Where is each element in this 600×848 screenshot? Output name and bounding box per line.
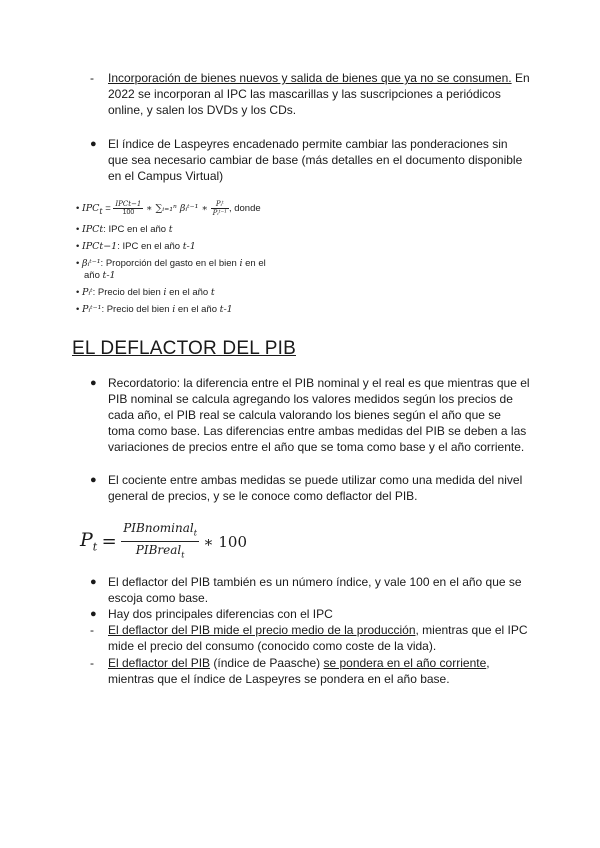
fraction: $\frac{\text{Pᵢᵗ}}{\text{Pᵢᵗ⁻¹}}$	[212, 200, 227, 217]
list-item	[90, 574, 530, 606]
bullet-marker: ●	[90, 138, 97, 150]
list-item	[90, 70, 530, 118]
underlined-text: se pondera en el año corriente	[323, 656, 487, 670]
bullet-marker: ●	[90, 474, 97, 486]
paragraph-text: El deflactor del PIB también es un número índice, y vale 100 en el año que se escoja como base.	[108, 575, 522, 605]
dash-marker: -	[90, 71, 94, 85]
formula-line: • $IPC_t$ = $\frac{\text{IPCt−1}}{100}$ ∗ ∑ᵢ₌₁ⁿ βᵢᵗ⁻¹ ∗ $\frac{\text{Pᵢᵗ}}{\text{Pᵢᵗ⁻¹}}$ , donde	[76, 200, 261, 217]
section-heading: EL DEFLACTOR DEL PIB	[72, 338, 296, 359]
bullet-marker: ●	[90, 377, 97, 389]
formula-definition: • IPCt: IPC en el año t	[76, 224, 173, 235]
list-item	[90, 375, 530, 455]
paragraph-text: En 2022 se incorporan al IPC las mascarillas y las suscripciones a periódicos online, y salen los DVDs y los CDs.	[108, 71, 530, 117]
underlined-text: El deflactor del PIB mide el precio medio de la producción	[108, 623, 416, 637]
list-item	[90, 136, 530, 184]
paragraph-text: Hay dos principales diferencias con el IPC	[108, 607, 333, 621]
list-item: - El deflactor del PIB (índice de Paasche) se pondera en el año corriente, mientras que el índice de Laspeyres se pondera en el año base.	[90, 656, 490, 686]
formula-definition-continued: año t-1	[84, 270, 116, 281]
paragraph-text: Recordatorio: la diferencia entre el PIB nominal y el real es que mientras que el PIB nominal se calcula agregando los valores medidos según los precios de cada año, el PIB real se calcula valorando los bienes según el año que se toma como base. Las diferencias entre ambas medidas del PIB se deben a las variaciones de precios entre el año que se toma como base y el año corriente.	[108, 376, 530, 454]
dash-marker: -	[90, 656, 94, 670]
dash-marker: -	[90, 623, 94, 637]
bullet-marker: ●	[90, 576, 97, 588]
underlined-text: Incorporación de bienes nuevos y salida de bienes que ya no se consumen.	[108, 71, 512, 85]
fraction: $\frac{PIBnominal_t}{PIBreal_t}$	[123, 521, 197, 560]
formula-definition: • IPCt−1: IPC en el año t-1	[76, 241, 196, 252]
formula-definition: • βᵢᵗ⁻¹: Proporción del gasto en el bien i en el	[76, 258, 266, 269]
fraction: $\frac{\text{IPCt−1}}{100}$	[115, 200, 142, 216]
list-item	[90, 472, 530, 504]
underlined-text: El deflactor del PIB	[108, 656, 211, 670]
bullet-marker: ●	[90, 608, 97, 620]
paragraph-text: El índice de Laspeyres encadenado permite cambiar las ponderaciones sin que sea necesario cambiar de base (más detalles en el documento disponible en el Campus Virtual)	[108, 137, 523, 183]
formula-definition: • Pᵢᵗ: Precio del bien i en el año t	[76, 287, 215, 298]
list-item: - El deflactor del PIB mide el precio medio de la producción, mientras que el IPC mide el precio del consumo (conocido como coste de la vida).	[90, 623, 528, 653]
list-item	[90, 606, 530, 622]
deflator-formula: $P_t$ = $\frac{PIBnominal_t}{PIBreal_t}$ ∗ 100	[80, 520, 247, 564]
paragraph-text: El cociente entre ambas medidas se puede utilizar como una medida del nivel general de precios, y se le conoce como deflactor del PIB.	[108, 473, 523, 503]
formula-definition: • Pᵢᵗ⁻¹: Precio del bien i en el año t-1	[76, 304, 233, 315]
